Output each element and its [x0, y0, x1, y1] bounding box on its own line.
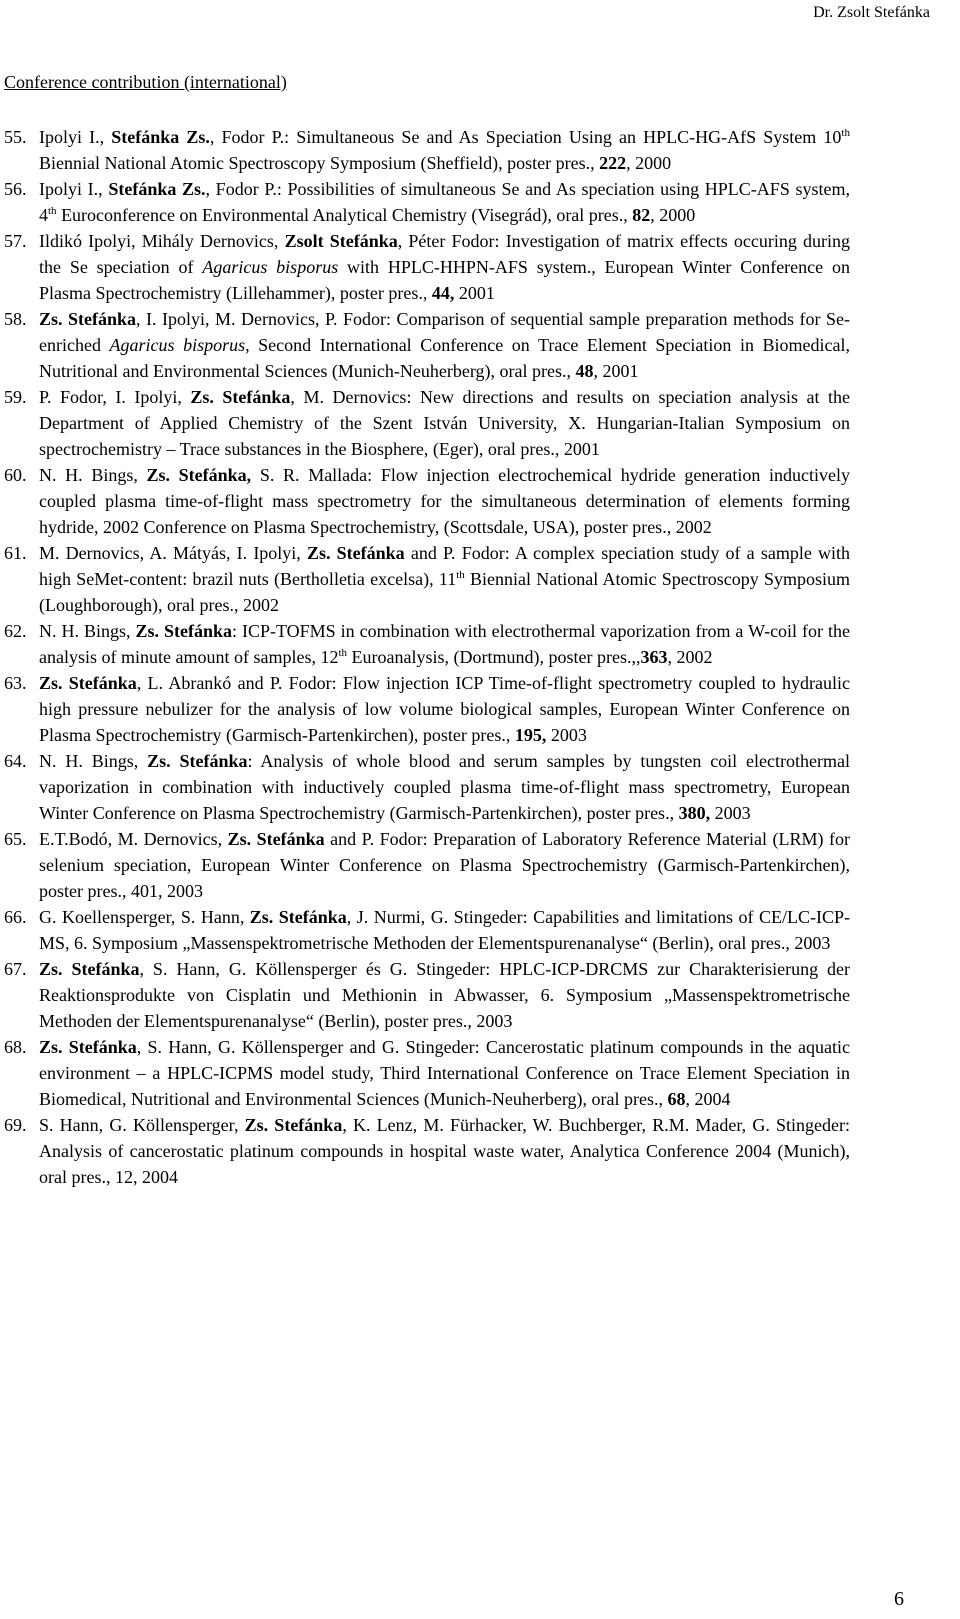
entry-number: 62. — [4, 621, 27, 641]
entry-number: 56. — [4, 179, 27, 199]
entry-text: P. Fodor, I. Ipolyi, Zs. Stefánka, M. Dernovics: New directions and results on speciation analysis at the Department of Applied Chemistry of the Szent István University, X. Hungarian-Italian Symposium on spectrochemistry – Trace substances in the Biosphere, (Eger), oral pres., 2001 — [39, 387, 850, 459]
publication-entry — [4, 1112, 850, 1190]
entry-number: 64. — [4, 751, 27, 771]
entry-text: Zs. Stefánka, I. Ipolyi, M. Dernovics, P. Fodor: Comparison of sequential sample preparation methods for Se-enriched Agaricus bisporus, Second International Conference on Trace Element Speciation in Biomedical, Nutritional and Environmental Sciences (Munich-Neuherberg), oral pres., 48, 2001 — [39, 309, 850, 381]
publication-entry — [4, 384, 850, 462]
entry-number: 67. — [4, 959, 27, 979]
publication-entry — [4, 306, 850, 384]
publication-entry — [4, 618, 850, 670]
publication-entry — [4, 540, 850, 618]
entry-number: 63. — [4, 673, 27, 693]
section-title: Conference contribution (international) — [4, 72, 287, 92]
entry-number: 68. — [4, 1037, 27, 1057]
entry-number: 58. — [4, 309, 27, 329]
entry-text: E.T.Bodó, M. Dernovics, Zs. Stefánka and P. Fodor: Preparation of Laboratory Reference Material (LRM) for selenium speciation, European Winter Conference on Plasma Spectrochemistry (Garmisch-Partenkirchen), poster pres., 401, 2003 — [39, 829, 850, 901]
entry-text: N. H. Bings, Zs. Stefánka: Analysis of whole blood and serum samples by tungsten coil electrothermal vaporization in combination with inductively coupled plasma time-of-flight mass spectrometry, European Winter Conference on Plasma Spectrochemistry (Garmisch-Partenkirchen), poster pres., 380, 2003 — [39, 751, 850, 823]
entry-text: N. H. Bings, Zs. Stefánka: ICP-TOFMS in combination with electrothermal vaporization from a W-coil for the analysis of minute amount of samples, 12th Euroanalysis, (Dortmund), poster pres.,,363, 2002 — [39, 621, 851, 667]
entry-text: Zs. Stefánka, S. Hann, G. Köllensperger and G. Stingeder: Cancerostatic platinum compounds in the aquatic environment – a HPLC-ICPMS model study, Third International Conference on Trace Element Speciation in Biomedical, Nutritional and Environmental Sciences (Munich-Neuherberg), oral pres., 68, 2004 — [39, 1037, 851, 1109]
entry-number: 66. — [4, 907, 27, 927]
entry-number: 55. — [4, 127, 27, 147]
entry-text: Ipolyi I., Stefánka Zs., Fodor P.: Possibilities of simultaneous Se and As speciation using HPLC-AFS system, 4th Euroconference on Environmental Analytical Chemistry (Visegrád), oral pres., 82, 2000 — [39, 179, 850, 225]
page-header-author: Dr. Zsolt Stefánka — [813, 4, 930, 21]
entry-text: Zs. Stefánka, L. Abrankó and P. Fodor: Flow injection ICP Time-of-flight spectrometry coupled to hydraulic high pressure nebulizer for the analysis of low volume biological samples, European Winter Conference on Plasma Spectrochemistry (Garmisch-Partenkirchen), poster pres., 195, 2003 — [39, 673, 850, 745]
entry-text: Ildikó Ipolyi, Mihály Dernovics, Zsolt Stefánka, Péter Fodor: Investigation of matrix effects occuring during the Se speciation of Agaricus bisporus with HPLC-HHPN-AFS system., European Winter Conference on Plasma Spectrochemistry (Lillehammer), poster pres., 44, 2001 — [39, 231, 851, 303]
publication-entry — [4, 904, 850, 956]
entry-text: N. H. Bings, Zs. Stefánka, S. R. Mallada: Flow injection electrochemical hydride generation inductively coupled plasma time-of-flight mass spectrometry for the simultaneous determination of elements forming hydride, 2002 Conference on Plasma Spectrochemistry, (Scottsdale, USA), poster pres., 2002 — [39, 465, 850, 537]
entry-number: 60. — [4, 465, 27, 485]
publication-list — [4, 124, 850, 1190]
page-number: 6 — [894, 1588, 904, 1610]
publication-entry — [4, 748, 850, 826]
publication-entry — [4, 1034, 850, 1112]
publication-entry — [4, 176, 850, 228]
publication-entry — [4, 124, 850, 176]
entry-text: Ipolyi I., Stefánka Zs., Fodor P.: Simultaneous Se and As Speciation Using an HPLC-HG-AfS System 10th Biennial National Atomic Spectroscopy Symposium (Sheffield), poster pres., 222, 2000 — [39, 127, 850, 173]
publication-entry — [4, 956, 850, 1034]
entry-number: 69. — [4, 1115, 27, 1135]
entry-number: 61. — [4, 543, 27, 563]
publication-entry — [4, 462, 850, 540]
entry-number: 65. — [4, 829, 27, 849]
entry-text: G. Koellensperger, S. Hann, Zs. Stefánka, J. Nurmi, G. Stingeder: Capabilities and limitations of CE/LC-ICP-MS, 6. Symposium „Massenspektrometrische Methoden der Elementspurenanalyse“ (Berlin), oral pres., 2003 — [39, 907, 850, 953]
publication-entry — [4, 670, 850, 748]
publication-entry — [4, 826, 850, 904]
entry-text: S. Hann, G. Köllensperger, Zs. Stefánka, K. Lenz, M. Fürhacker, W. Buchberger, R.M. Mader, G. Stingeder: Analysis of cancerostatic platinum compounds in hospital waste water, Analytica Conference 2004 (Munich), oral pres., 12, 2004 — [39, 1115, 850, 1187]
entry-text: Zs. Stefánka, S. Hann, G. Köllensperger és G. Stingeder: HPLC-ICP-DRCMS zur Charakterisierung der Reaktionsprodukte von Cisplatin und Methionin in Abwasser, 6. Symposium „Massenspektrometrische Methoden der Elementspurenanalyse“ (Berlin), poster pres., 2003 — [39, 959, 850, 1031]
entry-text: M. Dernovics, A. Mátyás, I. Ipolyi, Zs. Stefánka and P. Fodor: A complex speciation study of a sample with high SeMet-content: brazil nuts (Bertholletia excelsa), 11th Biennial National Atomic Spectroscopy Symposium (Loughborough), oral pres., 2002 — [39, 543, 850, 615]
publication-entry — [4, 228, 850, 306]
entry-number: 59. — [4, 387, 27, 407]
entry-number: 57. — [4, 231, 27, 251]
